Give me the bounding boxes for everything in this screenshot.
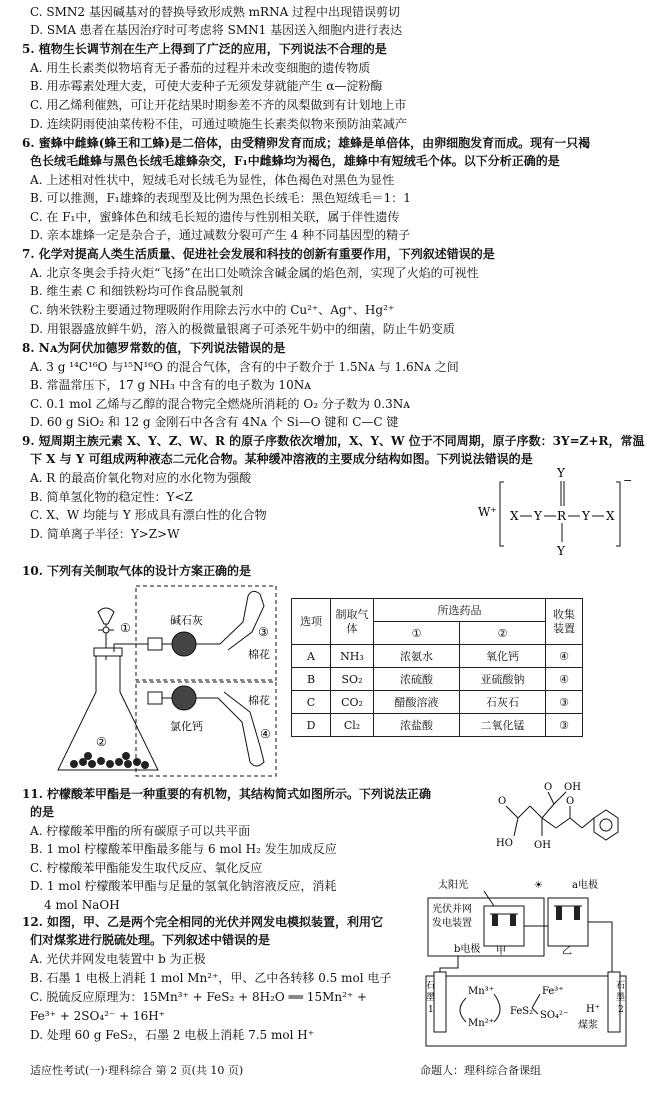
cotton-label-2: 棉花	[248, 694, 270, 707]
cotton-label-1: 棉花	[248, 648, 270, 661]
q7-option-b: B. 维生素 C 和细铁粉均可作食品脱氧剂	[30, 284, 244, 298]
q11-option-b: B. 1 mol 柠檬酸苯甲酯最多能与 6 mol H₂ 发生加成反应	[30, 842, 337, 856]
cell-collect: ④	[546, 645, 583, 668]
cell-drug-1: 醋酸溶液	[374, 691, 460, 714]
q12-option-d: D. 处理 60 g FeS₂，石墨 2 电极上消耗 7.5 mol H⁺	[30, 1028, 315, 1042]
cell-option: B	[292, 668, 331, 691]
cell-option: C	[292, 691, 331, 714]
h-ion-label: H⁺	[586, 1004, 600, 1015]
q9-option-d: D. 简单离子半径：Y>Z>W	[30, 527, 180, 541]
graphite-1-electrode	[434, 972, 446, 1032]
q8-stem: 8. Nᴀ为阿伏加德罗常数的值，下列说法错误的是	[22, 341, 286, 355]
fe3-label: Fe³⁺	[542, 986, 564, 997]
atom-o-left: O	[498, 796, 507, 807]
device-box-3	[136, 586, 276, 680]
y-right-label: Y	[582, 509, 590, 523]
q11-option-c: C. 柠檬酸苯甲酯能发生取代反应、氧化反应	[30, 861, 263, 875]
table-row	[292, 668, 583, 691]
y-left-label: Y	[534, 509, 542, 523]
q9-cation-label: W⁺	[478, 505, 497, 519]
soda-lime-label: 碱石灰	[170, 614, 203, 627]
slurry-label: 煤浆	[578, 1020, 598, 1031]
q12-stem-2: 们对煤浆进行脱硫处理。下列叙述中错误的是	[30, 933, 271, 947]
footer-page-info: 适应性考试(一)·理科综合 第 2 页(共 10 页)	[30, 1064, 244, 1077]
cell-gas: CO₂	[331, 691, 374, 714]
test-tube-3	[220, 591, 264, 650]
wire-to-graphite2	[588, 922, 612, 976]
conical-flask	[58, 654, 158, 770]
cell-gas: NH₃	[331, 645, 374, 668]
q9-option-a: A. R 的最高价氧化物对应的水化物为强酸	[30, 471, 252, 485]
q8-option-d: D. 60 g SiO₂ 和 12 g 金刚石中各含有 4Nᴀ 个 Si—O 键和 C—C 键	[30, 415, 399, 429]
label-4: ④	[260, 727, 271, 741]
q6-option-b: B. 可以推测，F₁雄蜂的表现型及比例为黑色长绒毛：黑色短绒毛＝1：1	[30, 191, 411, 205]
q9-option-b: B. 简单氢化物的稳定性：Y<Z	[30, 490, 193, 504]
separatory-funnel	[98, 608, 114, 624]
q6-stem-1: 6. 蜜蜂中雌蜂(蜂王和工蜂)是二倍体，由受精卵发育而成；雄蜂是单倍体，由卵细胞发育而成。现有一只褐	[22, 136, 591, 150]
jia-label: 甲	[496, 946, 506, 957]
cell-drug-1: 浓氨水	[374, 645, 460, 668]
right-bracket	[616, 482, 620, 546]
table-header-row	[292, 599, 583, 622]
flask-stopper	[94, 648, 122, 656]
cell-drug-2: 石灰石	[460, 691, 546, 714]
q7-option-d: D. 用银器盛放鲜牛奶，溶入的极微量银离子可杀死牛奶中的细菌，防止牛奶变质	[30, 322, 455, 336]
q11-option-d: D. 1 mol 柠檬酸苯甲酯与足量的氢氧化钠溶液反应，消耗	[30, 879, 337, 893]
cycle-arrow-right	[494, 994, 500, 1022]
q12-option-a: A. 光伏并网发电装置中 b 为正极	[30, 952, 206, 966]
label-3: ③	[258, 625, 269, 639]
q5-option-a: A. 用生长素类似物培育无子番茄的过程并未改变细胞的遗传物质	[30, 61, 371, 75]
q12-option-b: B. 石墨 1 电极上消耗 1 mol Mn²⁺，甲、乙中各转移 0.5 mol 电子	[30, 971, 392, 985]
header-drug-1: ①	[374, 622, 460, 645]
sun-icon: ☀	[534, 880, 543, 891]
q11-option-d-cont: 4 mol NaOH	[44, 898, 120, 912]
header-option: 选项	[292, 599, 331, 645]
atom-o-right: O	[566, 796, 575, 807]
q4-option-c: C. SMN2 基因碱基对的替换导致形成熟 mRNA 过程中出现错误剪切	[30, 5, 401, 19]
q8-option-c: C. 0.1 mol 乙烯与乙醇的混合物完全燃烧所消耗的 O₂ 分子数为 0.3Nᴀ	[30, 397, 410, 411]
solid-reagent	[70, 752, 149, 769]
a-electrode-label: a电极	[572, 880, 598, 891]
so4-label: SO₄²⁻	[540, 1010, 569, 1021]
cell-collect: ③	[546, 714, 583, 737]
table-row	[292, 645, 583, 668]
q11-stem-1: 11. 柠檬酸苯甲酯是一种重要的有机物，其结构简式如图所示。下列说法正确	[22, 787, 432, 801]
cell-jia	[484, 906, 524, 946]
product-arrows	[532, 994, 540, 1014]
q12-option-c: C. 脱硫反应原理为：15Mn³⁺ + FeS₂ + 8H₂O ══ 15Mn²⁺ +	[30, 990, 368, 1004]
q11-structure-diagram	[486, 778, 636, 858]
q9-stem-2: 下 X 与 Y 可组成两种液态二元化合物。某种缓冲溶液的主要成分结构如图。下列说法错误的是	[30, 452, 533, 466]
table-row	[292, 691, 583, 714]
fes2-label: FeS₂	[510, 1006, 534, 1017]
sunlight-label: 太阳光	[438, 880, 468, 891]
q12-option-c-cont: Fe³⁺ + 2SO₄²⁻ + 16H⁺	[30, 1009, 165, 1023]
tube-connector-1	[148, 638, 162, 650]
graphite1-char2: 墨	[426, 993, 436, 1003]
q6-option-d: D. 亲本雄蜂一定是杂合子，通过减数分裂可产生 4 种不同基因型的精子	[30, 228, 411, 242]
graphite2-char1: 石	[616, 981, 626, 991]
atom-o-top: O	[544, 782, 553, 793]
cell-collect: ④	[546, 668, 583, 691]
cacl2-bulb	[172, 686, 196, 710]
header-drugs: 所选药品	[374, 599, 546, 622]
cell-drug-1: 浓盐酸	[374, 714, 460, 737]
q8-option-b: B. 常温常压下，17 g NH₃ 中含有的电子数为 10Nᴀ	[30, 378, 311, 392]
q7-stem: 7. 化学对提高人类生活质量、促进社会发展和科技的创新有重要作用，下列叙述错误的是	[22, 247, 495, 261]
q7-option-a: A. 北京冬奥会手持火炬“飞扬”在出口处喷涂含碱金属的焰色剂，实现了火焰的可视性	[30, 266, 479, 280]
q5-stem: 5. 植物生长调节剂在生产上得到了广泛的应用，下列说法不合理的是	[22, 42, 387, 56]
q6-option-a: A. 上述相对性状中，短绒毛对长绒毛为显性，体色褐色对黑色为显性	[30, 173, 395, 187]
q7-option-c: C. 纳米铁粉主要通过物理吸附作用除去污水中的 Cu²⁺、Ag⁺、Hg²⁺	[30, 303, 395, 317]
cell-drug-2: 二氧化锰	[460, 714, 546, 737]
table-row	[292, 714, 583, 737]
q5-option-d: D. 连续阴雨使油菜传粉不佳，可通过喷施生长素类似物来预防油菜减产	[30, 117, 407, 131]
header-collect: 收集装置	[546, 599, 583, 645]
label-2: ②	[96, 735, 107, 749]
q5-option-c: C. 用乙烯利催熟，可让开花结果时期参差不齐的凤梨做到有计划地上市	[30, 98, 407, 112]
q10-apparatus-diagram	[38, 582, 283, 782]
device-label-2: 发电装置	[432, 918, 472, 929]
x-left-label: X	[510, 509, 519, 523]
soda-lime-bulb	[172, 632, 196, 656]
cell-collect: ③	[546, 691, 583, 714]
cell-gas: SO₂	[331, 668, 374, 691]
graphite2-char3: 2	[618, 1005, 624, 1015]
footer-author: 命题人：理科综合备课组	[420, 1064, 541, 1077]
cacl2-label: 氯化钙	[170, 720, 203, 733]
graphite2-char2: 墨	[616, 993, 626, 1003]
q4-option-d: D. SMA 患者在基因治疗时可考虑将 SMN1 基因送入细胞内进行表达	[30, 23, 403, 37]
cell-yi	[548, 898, 588, 946]
q10-stem: 10. 下列有关制取气体的设计方案正确的是	[22, 564, 252, 578]
q8-option-a: A. 3 g ¹⁴C¹⁶O 与¹⁵N¹⁶O 的混合气体，含有的中子数介于 1.5Nᴀ 与 1.6Nᴀ 之间	[30, 360, 459, 374]
cell-option: A	[292, 645, 331, 668]
cell-drug-1: 浓硫酸	[374, 668, 460, 691]
b-electrode-label: b电极	[454, 944, 481, 955]
q6-stem-2: 色长绒毛雌蜂与黑色长绒毛雄蜂杂交，F₁中雌蜂均为褐色，雄蜂中有短绒毛个体。以下分析正确的是	[30, 154, 560, 168]
q10-options-table	[291, 598, 583, 737]
r-center-label: R	[557, 509, 567, 523]
q6-option-c: C. 在 F₁中，蜜蜂体色和绒毛长短的遗传与性别相关联，属于伴性遗传	[30, 210, 400, 224]
x-right-label: X	[606, 509, 615, 523]
atom-oh-bottom: OH	[534, 840, 551, 851]
y-top-label: Y	[557, 466, 565, 480]
q11-stem-2: 的是	[30, 805, 55, 819]
cell-option: D	[292, 714, 331, 737]
atom-oh-top: OH	[564, 782, 581, 793]
y-bottom-label: Y	[557, 544, 565, 558]
q9-option-c: C. X、W 均能与 Y 形成具有漂白性的化合物	[30, 508, 267, 522]
header-gas: 制取气体	[331, 599, 374, 645]
benzene-ring	[594, 810, 618, 840]
q9-stem-1: 9. 短周期主族元素 X、Y、Z、W、R 的原子序数依次增加，X、Y、W 位于不同周期，原子序数：3Y=Z+R，常温	[22, 434, 645, 448]
mn3-label: Mn³⁺	[468, 986, 494, 997]
cell-drug-2: 亚硫酸钠	[460, 668, 546, 691]
left-bracket	[500, 482, 504, 546]
graphite1-char3: 1	[428, 1005, 434, 1015]
tube-connector-2	[148, 692, 162, 704]
mn2-label: Mn²⁺	[468, 1018, 494, 1029]
yi-label: 乙	[562, 946, 572, 957]
cell-drug-2: 氧化钙	[460, 645, 546, 668]
cell-gas: Cl₂	[331, 714, 374, 737]
atom-ho-left: HO	[496, 838, 513, 849]
q12-electrolysis-diagram	[424, 876, 634, 1051]
q11-option-a: A. 柠檬酸苯甲酯的所有碳原子可以共平面	[30, 824, 251, 838]
cycle-arrow-left	[460, 998, 466, 1022]
q5-option-b: B. 用赤霉素处理大麦，可使大麦种子无须发芽就能产生 α—淀粉酶	[30, 79, 383, 93]
graphite1-char1: 石	[426, 981, 436, 991]
bond-cooh-top	[548, 792, 566, 804]
q9-structure-diagram	[470, 462, 633, 560]
device-label-1: 光伏并网	[432, 904, 472, 915]
label-1: ①	[120, 621, 131, 635]
q9-charge-label: −	[623, 474, 633, 487]
header-drug-2: ②	[460, 622, 546, 645]
q12-stem-1: 12. 如图，甲、乙是两个完全相同的光伏并网发电模拟装置，利用它	[22, 915, 384, 929]
